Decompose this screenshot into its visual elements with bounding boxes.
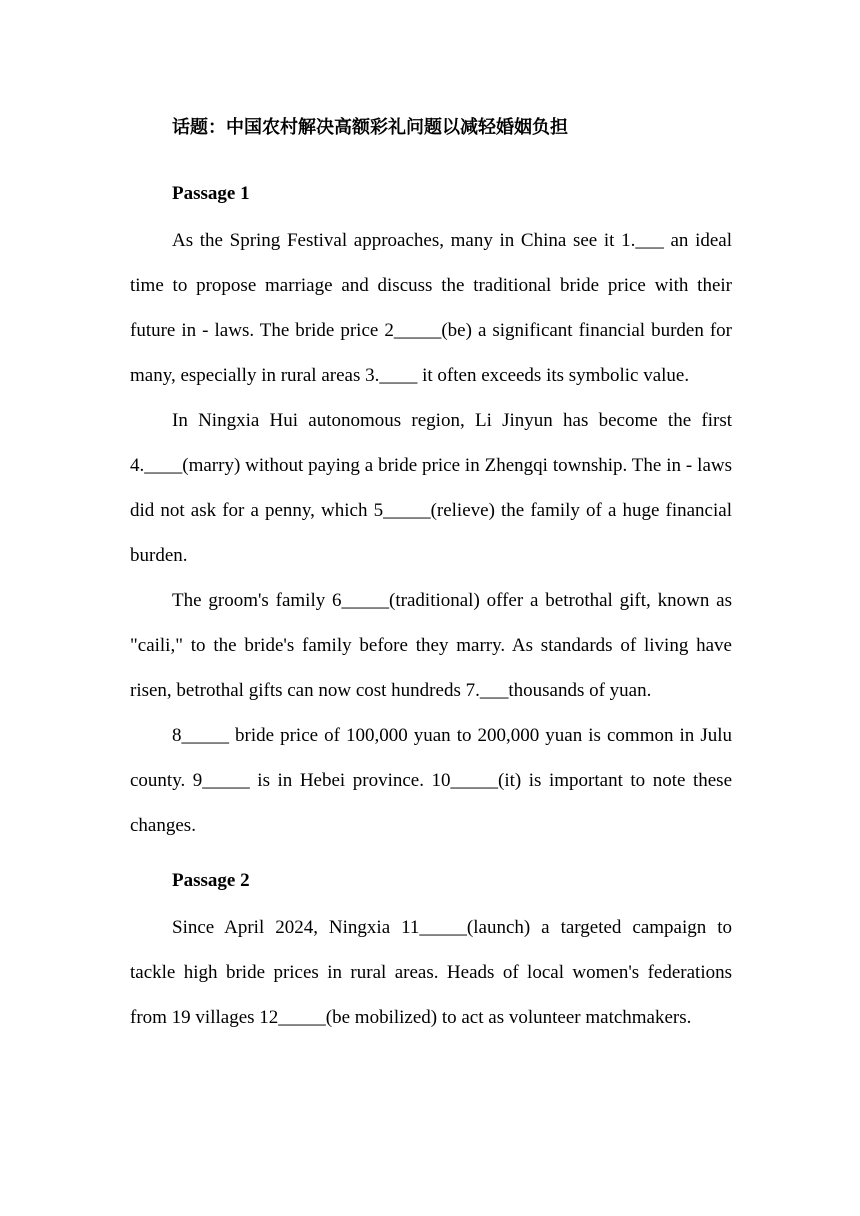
passage-heading: Passage 1 xyxy=(172,183,250,204)
paragraph: Since April 2024, Ningxia 11_____(launch) a targeted campaign to tackle high bride prices in rural areas. Heads of local women's federations from 19 villages 12_____(be mobilized) to act as volunteer matchmakers. xyxy=(130,917,732,1028)
passage-1 xyxy=(130,178,732,848)
passage-heading: Passage 2 xyxy=(172,870,250,891)
passage-2 xyxy=(130,865,732,1040)
paragraph: 8_____ bride price of 100,000 yuan to 200,000 yuan is common in Julu county. 9_____ is in Hebei province. 10_____(it) is important to note these changes. xyxy=(130,725,732,836)
document-body xyxy=(130,112,732,1040)
paragraph: As the Spring Festival approaches, many in China see it 1.___ an ideal time to propose marriage and discuss the traditional bride price with their future in - laws. The bride price 2_____(be) a significant financial burden for many, especially in rural areas 3.____ it often exceeds its symbolic value. xyxy=(130,230,732,386)
paragraph: In Ningxia Hui autonomous region, Li Jinyun has become the first 4.____(marry) without paying a bride price in Zhengqi township. The in - laws did not ask for a penny, which 5_____(relieve) the family of a huge financial burden. xyxy=(130,410,732,566)
topic-title: 话题：中国农村解决高额彩礼问题以减轻婚姻负担 xyxy=(172,117,568,138)
paragraph: The groom's family 6_____(traditional) offer a betrothal gift, known as "caili," to the bride's family before they marry. As standards of living have risen, betrothal gifts can now cost hundreds 7.___thousands of yuan. xyxy=(130,590,732,701)
